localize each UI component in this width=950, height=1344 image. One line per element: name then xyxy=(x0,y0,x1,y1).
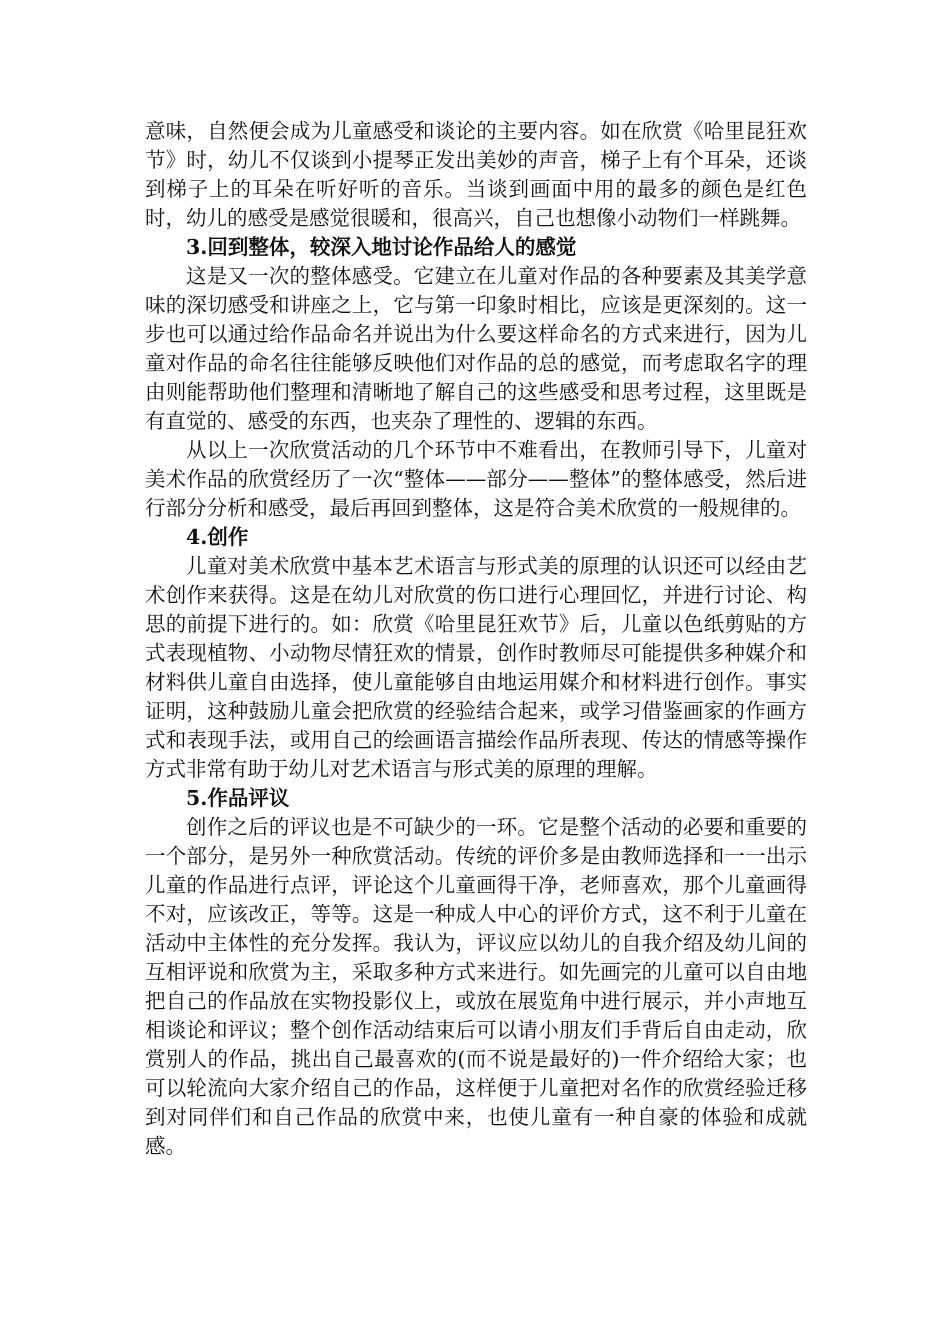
document-page xyxy=(145,117,807,1161)
paragraph: 儿童对美术欣赏中基本艺术语言与形式美的原理的认识还可以经由艺术创作来获得。这是在幼儿对欣赏的伤口进行心理回忆，并进行讨论、构思的前提下进行的。如：欣赏《哈里昆狂欢节》后，儿童以色纸剪贴的方式表现植物、小动物尽情狂欢的情景，创作时教师尽可能提供多种媒介和材料供儿童自由选择，使儿童能够自由地运用媒介和材料进行创作。事实证明，这种鼓励儿童会把欣赏的经验结合起来，或学习借鉴画家的作画方式和表现手法，或用自己的绘画语言描绘作品所表现、传达的情感等操作方式非常有助于幼儿对艺术语言与形式美的原理的理解。 xyxy=(145,554,807,781)
paragraph: 这是又一次的整体感受。它建立在儿童对作品的各种要素及其美学意味的深切感受和讲座之上，它与第一印象时相比，应该是更深刻的。这一步也可以通过给作品命名并说出为什么要这样命名的方式来进行，因为儿童对作品的命名往往能够反映他们对作品的总的感觉，而考虑取名字的理由则能帮助他们整理和清晰地了解自己的这些感受和思考过程，这里既是有直觉的、感受的东西，也夹杂了理性的、逻辑的东西。 xyxy=(145,264,807,433)
section-heading-4: 4.创作 xyxy=(186,525,249,549)
paragraph: 创作之后的评议也是不可缺少的一环。它是整个活动的必要和重要的一个部分，是另外一种欣赏活动。传统的评价多是由教师选择和一一出示儿童的作品进行点评，评论这个儿童画得干净，老师喜欢，那个儿童画得不对，应该改正，等等。这是一种成人中心的评价方式，这不利于儿童在活动中主体性的充分发挥。我认为，评议应以幼儿的自我介绍及幼儿间的互相评说和欣赏为主，采取多种方式来进行。如先画完的儿童可以自由地把自己的作品放在实物投影仪上，或放在展览角中进行展示，并小声地互相谈论和评议；整个创作活动结束后可以请小朋友们手背后自由走动，欣赏别人的作品，挑出自己最喜欢的(而不说是最好的)一件介绍给大家；也可以轮流向大家介绍自己的作品，这样便于儿童把对名作的欣赏经验迁移到对同伴们和自己作品的欣赏中来，也使儿童有一种自豪的体验和成就感。 xyxy=(145,815,807,1158)
section-heading-3: 3.回到整体，较深入地讨论作品给人的感觉 xyxy=(186,235,577,259)
section-heading-5: 5.作品评议 xyxy=(186,786,290,810)
paragraph: 从以上一次欣赏活动的几个环节中不难看出，在教师引导下，儿童对美术作品的欣赏经历了一次“整体——部分——整体”的整体感受，然后进行部分分析和感受，最后再回到整体，这是符合美术欣赏的一般规律的。 xyxy=(145,438,807,520)
paragraph-continuation: 意味，自然便会成为儿童感受和谈论的主要内容。如在欣赏《哈里昆狂欢节》时，幼儿不仅谈到小提琴正发出美妙的声音，梯子上有个耳朵，还谈到梯子上的耳朵在听好听的音乐。当谈到画面中用的最多的颜色是红色时，幼儿的感受是感觉很暖和，很高兴，自己也想像小动物们一样跳舞。 xyxy=(145,119,807,230)
